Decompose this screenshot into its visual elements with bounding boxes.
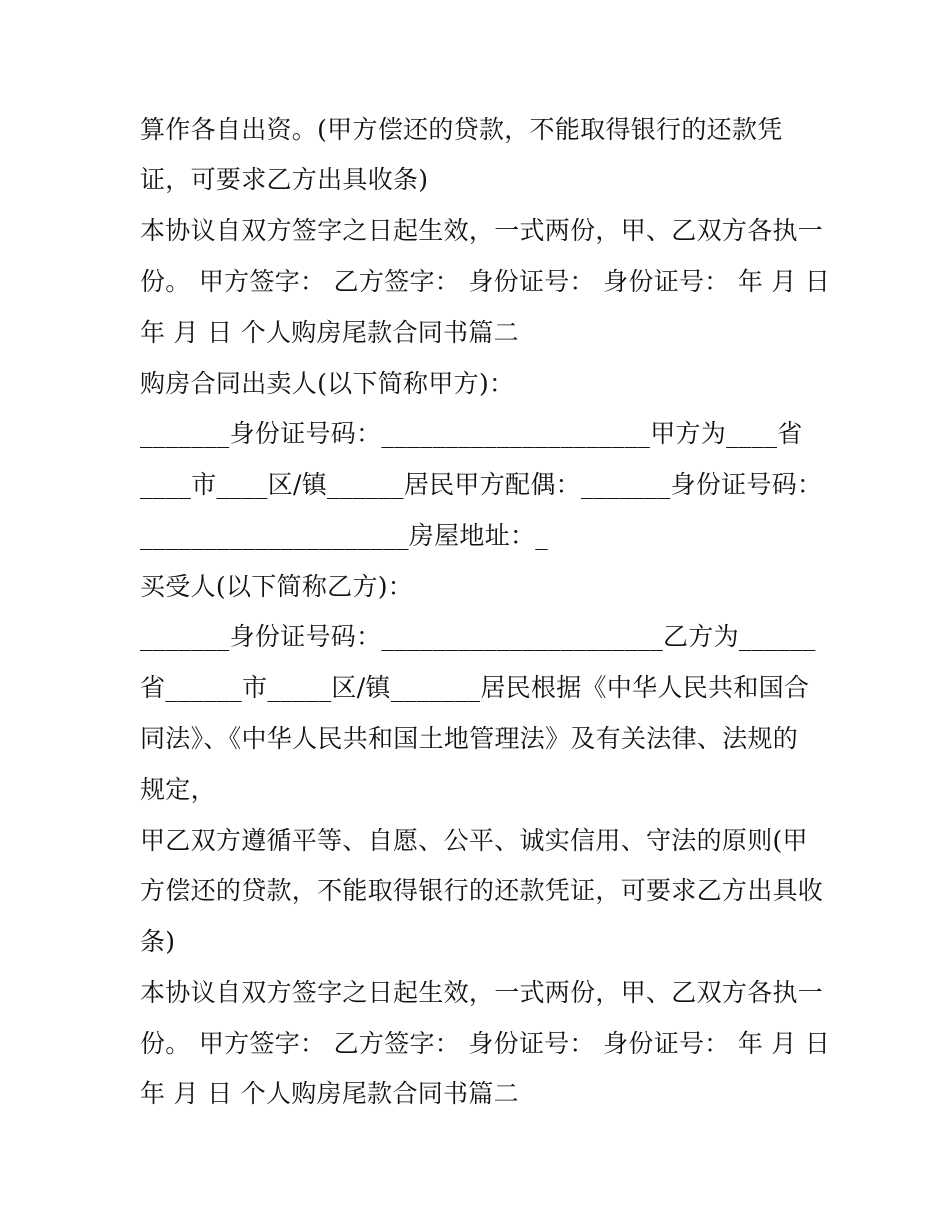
text-line: 甲乙双方遵循平等、自愿、公平、诚实信用、守法的原则(甲 (140, 826, 808, 855)
text-line: 年 月 日 个人购房尾款合同书篇二 (140, 318, 519, 347)
text-line: 规定， (140, 775, 216, 804)
text-line: _______身份证号码：______________________乙方为______ (140, 622, 816, 651)
text-line: 购房合同出卖人(以下简称甲方)： (140, 369, 515, 398)
text-line: 证，可要求乙方出具收条) (140, 165, 429, 194)
text-line: 本协议自双方签字之日起生效，一式两份，甲、乙双方各执一 (140, 216, 824, 245)
text-line: 条) (140, 927, 176, 956)
text-line: ____市____区/镇______居民甲方配偶：_______身份证号码： (140, 470, 823, 499)
text-line: _____________________房屋地址：_ (140, 521, 549, 550)
text-line: 算作各自出资。(甲方偿还的贷款，不能取得银行的还款凭 (140, 115, 783, 144)
text-line: 年 月 日 个人购房尾款合同书篇二 (140, 1079, 519, 1108)
text-line: 份。 甲方签字： 乙方签字： 身份证号： 身份证号： 年 月 日 (140, 1029, 831, 1058)
text-line: _______身份证号码：_____________________甲方为____省 (140, 419, 803, 448)
text-line: 同法》、《中华人民共和国土地管理法》及有关法律、法规的 (140, 724, 799, 753)
text-line: 省______市_____区/镇_______居民根据《中华人民共和国合 (140, 673, 810, 702)
text-line: 份。 甲方签字： 乙方签字： 身份证号： 身份证号： 年 月 日 (140, 267, 831, 296)
text-line: 买受人(以下简称乙方)： (140, 572, 414, 601)
text-line: 本协议自双方签字之日起生效，一式两份，甲、乙双方各执一 (140, 978, 824, 1007)
text-line: 方偿还的贷款，不能取得银行的还款凭证，可要求乙方出具收 (140, 876, 824, 905)
